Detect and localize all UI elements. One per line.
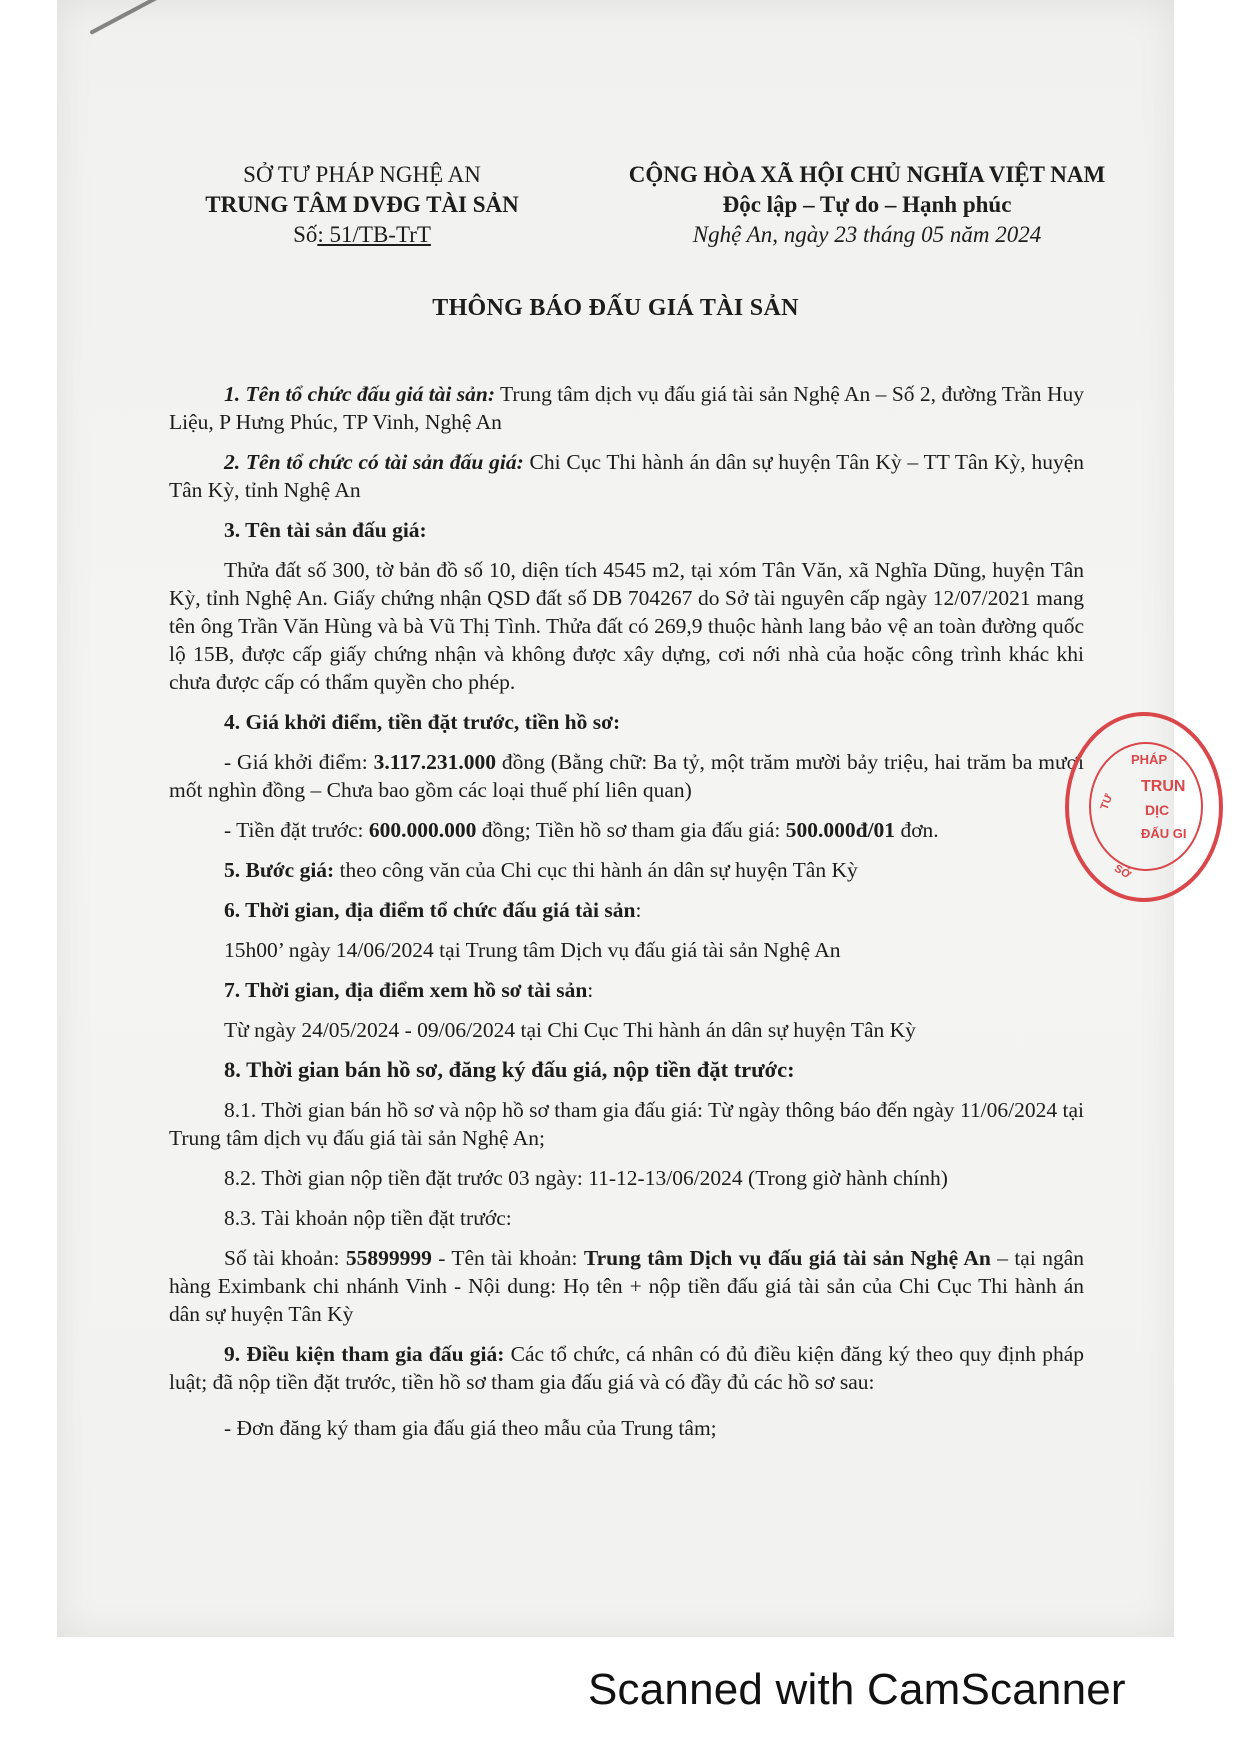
section-1: 1. Tên tổ chức đấu giá tài sản: Trung tâm dịch vụ đấu giá tài sản Nghệ An – Số 2, đường Trần Huy Liệu, P Hưng Phúc, TP Vinh, Nghệ An bbox=[169, 382, 1084, 434]
document-page bbox=[57, 0, 1174, 1637]
country-name: CỘNG HÒA XÃ HỘI CHỦ NGHĨA VIỆT NAM bbox=[628, 162, 1106, 187]
stamp-text: PHÁP bbox=[1131, 752, 1168, 767]
section-2: 2. Tên tổ chức có tài sản đấu giá: Chi Cục Thi hành án dân sự huyện Tân Kỳ – TT Tân Kỳ, huyện Tân Kỳ, tỉnh Nghệ An bbox=[169, 450, 1084, 502]
document-body bbox=[169, 380, 1084, 1454]
section-3-text: Thửa đất số 300, tờ bản đồ số 10, diện tích 4545 m2, tại xóm Tân Văn, xã Nghĩa Dũng, huyện Tân Kỳ, tỉnh Nghệ An. Giấy chứng nhận QSD đất số DB 704267 do Sở tài nguyên cấp ngày 12/07/2021 mang tên ông Trần Văn Hùng và bà Vũ Thị Tình. Thửa đất có 269,9 thuộc hành lang bảo vệ an toàn đường quốc lộ 15B, được cấp giấy chứng nhận và không được xây dựng, cơi nới nhà của hoặc công trình khác khi chưa được cấp có thẩm quyền cho phép. bbox=[169, 558, 1084, 694]
stamp-text: DỊC bbox=[1145, 802, 1170, 818]
issuer-center: TRUNG TÂM DVĐG TÀI SẢN bbox=[205, 192, 519, 217]
section-8-1: 8.1. Thời gian bán hồ sơ và nộp hồ sơ tham gia đấu giá: Từ ngày thông báo đến ngày 11/06/2024 tại Trung tâm dịch vụ đấu giá tài sản Nghệ An; bbox=[169, 1098, 1084, 1150]
section-4-heading: 4. Giá khởi điểm, tiền đặt trước, tiền hồ sơ: bbox=[224, 710, 621, 734]
document-number-prefix: Số bbox=[293, 222, 318, 247]
document-number-value: : 51/TB-TrT bbox=[317, 222, 431, 247]
stamp-text: SỞ bbox=[1112, 862, 1133, 882]
section-7-heading: 7. Thời gian, địa điểm xem hồ sơ tài sản: bbox=[224, 978, 594, 1002]
section-8-heading: 8. Thời gian bán hồ sơ, đăng ký đấu giá, nộp tiền đặt trước: bbox=[224, 1057, 795, 1082]
section-6-heading: 6. Thời gian, địa điểm tổ chức đấu giá tài sản: bbox=[224, 898, 642, 922]
official-stamp bbox=[1065, 712, 1223, 902]
issuer-block bbox=[172, 160, 552, 250]
scanner-watermark: Scanned with CamScanner bbox=[588, 1665, 1126, 1714]
section-3-heading: 3. Tên tài sản đấu giá: bbox=[224, 518, 427, 542]
scan-mark bbox=[89, 0, 170, 35]
document-number bbox=[172, 220, 552, 250]
requirement-item-1: - Đơn đăng ký tham gia đấu giá theo mẫu của Trung tâm; bbox=[224, 1416, 717, 1440]
stamp-text: TƯ bbox=[1098, 792, 1116, 812]
section-5: 5. Bước giá: theo công văn của Chi cục thi hành án dân sự huyện Tân Kỳ bbox=[224, 858, 858, 882]
bank-account: Số tài khoản: 55899999 - Tên tài khoản: Trung tâm Dịch vụ đấu giá tài sản Nghệ An – tại ngân hàng Eximbank chi nhánh Vinh - Nội dung: Họ tên + nộp tiền đấu giá tài sản của Chi Cục Thi hành án dân sự huyện Tân Kỳ bbox=[169, 1246, 1084, 1326]
issuer-department: SỞ TƯ PHÁP NGHỆ AN bbox=[243, 162, 481, 187]
national-header bbox=[592, 160, 1142, 250]
deposit-and-fee: - Tiền đặt trước: 600.000.000 đồng; Tiền hồ sơ tham gia đấu giá: 500.000đ/01 đơn. bbox=[224, 818, 939, 842]
starting-price: - Giá khởi điểm: 3.117.231.000 đồng (Bằng chữ: Ba tỷ, một trăm mười bảy triệu, hai trăm ba mươi mốt nghìn đồng – Chưa bao gồm các loại thuế phí liên quan) bbox=[169, 750, 1084, 802]
section-8-3: 8.3. Tài khoản nộp tiền đặt trước: bbox=[224, 1206, 512, 1230]
national-motto: Độc lập – Tự do – Hạnh phúc bbox=[722, 192, 1012, 217]
section-9: 9. Điều kiện tham gia đấu giá: Các tổ chức, cá nhân có đủ điều kiện đăng ký theo quy định pháp luật; đã nộp tiền đặt trước, tiền hồ sơ tham gia đấu giá và có đầy đủ các hồ sơ sau: bbox=[169, 1342, 1084, 1394]
section-7-text: Từ ngày 24/05/2024 - 09/06/2024 tại Chi Cục Thi hành án dân sự huyện Tân Kỳ bbox=[224, 1018, 916, 1042]
stamp-text: ĐẤU GI bbox=[1141, 826, 1187, 841]
document-title: THÔNG BÁO ĐẤU GIÁ TÀI SẢN bbox=[432, 295, 799, 321]
place-and-date: Nghệ An, ngày 23 tháng 05 năm 2024 bbox=[692, 222, 1042, 247]
section-8-2: 8.2. Thời gian nộp tiền đặt trước 03 ngày: 11-12-13/06/2024 (Trong giờ hành chính) bbox=[224, 1166, 948, 1190]
stamp-text: TRUN bbox=[1141, 778, 1186, 795]
section-6-text: 15h00’ ngày 14/06/2024 tại Trung tâm Dịch vụ đấu giá tài sản Nghệ An bbox=[224, 938, 841, 962]
